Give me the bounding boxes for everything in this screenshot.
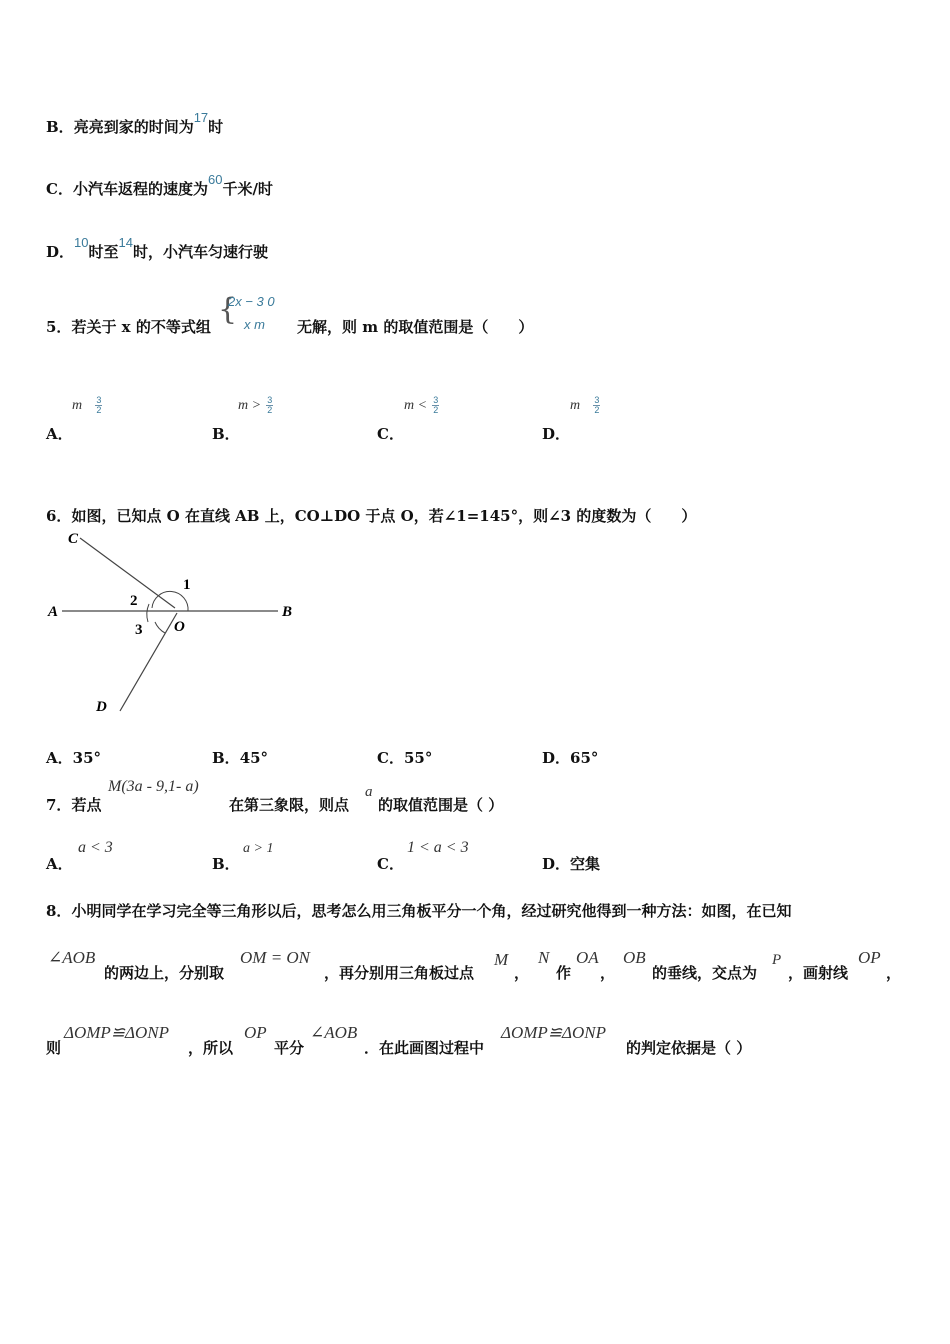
label-c: C — [68, 531, 79, 547]
q8-angle-aob-2: ∠AOB — [310, 1023, 358, 1042]
q5-option-a-label: A． — [46, 425, 73, 443]
q8-p: P — [772, 952, 782, 968]
q8-text-then: ，再分别用三角板过点 — [324, 964, 475, 982]
q8-text-process: ．在此画图过程中 — [364, 1039, 485, 1057]
ray-oc — [80, 538, 175, 608]
q8-congruence-2: ΔOMP≌ΔONP — [501, 1023, 607, 1042]
q8-ze: 则 — [46, 1039, 62, 1057]
q7-var: a — [365, 784, 373, 800]
q8-text-two-sides: 的两边上，分别取 — [104, 964, 225, 982]
q7-option-a-math: a < 3 — [78, 839, 113, 856]
q6-option-d: D．65° — [542, 749, 599, 767]
option-b: B．亮亮到家的时间为17时 — [46, 110, 224, 136]
system-line-1: 2x − 3 0 — [228, 294, 275, 309]
angle-figure — [40, 530, 310, 720]
q5-stem: 5．若关于 x 的不等式组 — [46, 318, 211, 336]
label-a: A — [48, 604, 59, 620]
q6-stem: 6．如图，已知点 O 在直线 AB 上，CO⊥DO 于点 O，若∠1=145°，则∠3 的度数为（ ） — [46, 507, 697, 525]
q8-text-perp: 的垂线，交点为 — [652, 964, 758, 982]
q7-stem-start: 7．若点 — [46, 796, 102, 814]
arc-angle-3 — [155, 622, 165, 633]
q8-op-1: OP — [858, 948, 881, 967]
arc-angle-2 — [147, 604, 149, 622]
q8-ob: OB — [623, 948, 646, 967]
q5-option-c-math: m < $\frac{3}{2}$ — [404, 394, 439, 415]
q8-text-bisect: 平分 — [274, 1039, 305, 1057]
q7-option-c-label: C． — [377, 855, 404, 873]
q6-option-b: B．45° — [212, 749, 269, 767]
q7-point: M(3a - 9,1- a) — [108, 778, 199, 795]
q5-option-b-math: m > $\frac{3}{2}$ — [238, 394, 273, 415]
q7-option-d: D．空集 — [542, 855, 601, 873]
label-1: 1 — [183, 577, 191, 593]
q7-option-b-math: a > 1 — [243, 841, 274, 856]
ray-od — [120, 613, 177, 711]
q8-text-ray: ，画射线 — [788, 964, 849, 982]
system-line-2: x m — [244, 317, 265, 332]
brace-icon: { — [218, 292, 238, 327]
q7-stem-end: 的取值范围是（ ） — [378, 796, 504, 814]
label-o: O — [174, 619, 185, 635]
q8-text-basis: 的判定依据是（ ） — [626, 1039, 752, 1057]
option-d: D．10时至14时，小汽车匀速行驶 — [46, 235, 268, 261]
q7-stem-mid: 在第三象限，则点 — [229, 796, 350, 814]
q8-comma-2: ， — [600, 964, 616, 982]
q8-comma-1: ， — [514, 964, 530, 982]
q8-angle-aob: ∠AOB — [48, 948, 96, 967]
q8-zuo: 作 — [556, 964, 572, 982]
label-b: B — [282, 604, 293, 620]
label-2: 2 — [130, 593, 138, 609]
q7-option-a-label: A． — [46, 855, 73, 873]
q8-oa: OA — [576, 948, 599, 967]
option-c: C．小汽车返程的速度为60千米/时 — [46, 172, 273, 198]
q6-option-c: C．55° — [377, 749, 433, 767]
q6-option-a: A．35° — [46, 749, 102, 767]
q7-option-c-math: 1 < a < 3 — [407, 839, 469, 856]
q5-option-a-math: m $\frac{3}{2}$ — [72, 394, 102, 415]
q8-text-so: ，所以 — [188, 1039, 234, 1057]
q5-option-b-label: B． — [212, 425, 240, 443]
label-3: 3 — [135, 622, 143, 638]
q8-congruence-1: ΔOMP≌ΔONP — [64, 1023, 170, 1042]
q5-option-d-math: m $\frac{3}{2}$ — [570, 394, 600, 415]
label-d: D — [96, 699, 107, 715]
q5-option-d-label: D． — [542, 425, 571, 443]
q8-comma-3: ， — [886, 964, 902, 982]
q8-om-on: OM = ON — [240, 948, 311, 967]
q8-op-2: OP — [244, 1023, 267, 1042]
q8-line1: 8．小明同学在学习完全等三角形以后，思考怎么用三角板平分一个角，经过研究他得到一种方法：如图，在已知 — [46, 902, 792, 920]
q7-option-b-label: B． — [212, 855, 240, 873]
q5-stem-end: 无解，则 m 的取值范围是（ ） — [297, 318, 534, 336]
q8-n: N — [538, 948, 550, 967]
q8-m: M — [494, 950, 509, 969]
q5-option-c-label: C． — [377, 425, 404, 443]
